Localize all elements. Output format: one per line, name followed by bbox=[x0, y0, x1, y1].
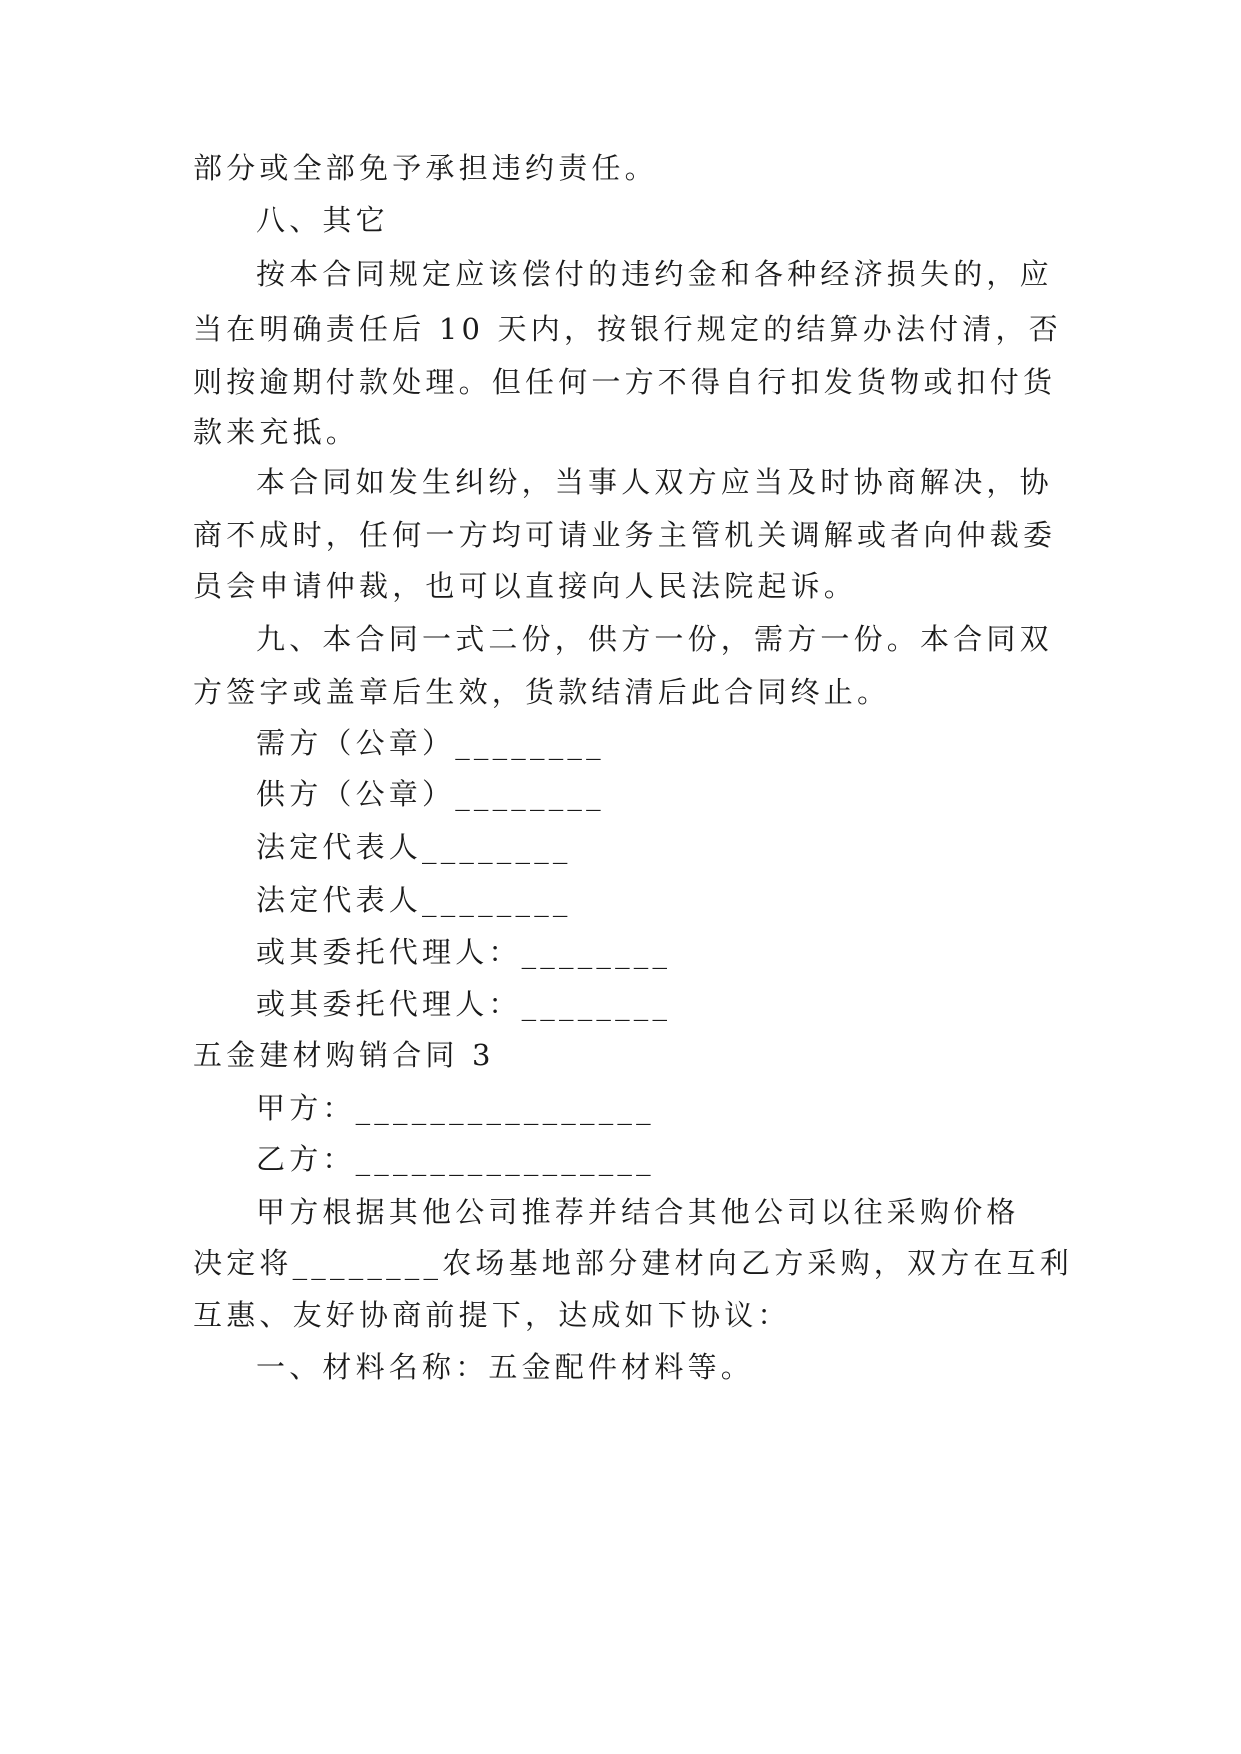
section-heading-other: 八、其它 bbox=[256, 203, 389, 237]
paragraph-line: 决定将________农场基地部分建材向乙方采购，双方在互利 bbox=[193, 1246, 1074, 1280]
party-b-line: 乙方：________________ bbox=[256, 1142, 655, 1176]
paragraph-line: 本合同如发生纠纷，当事人双方应当及时协商解决，协 bbox=[256, 465, 1053, 499]
paragraph-line: 部分或全部免予承担违约责任。 bbox=[193, 151, 658, 185]
paragraph-line: 方签字或盖章后生效，货款结清后此合同终止。 bbox=[193, 675, 891, 709]
signature-line-legal-rep: 法定代表人________ bbox=[256, 883, 572, 917]
clause-material-name: 一、材料名称：五金配件材料等。 bbox=[256, 1350, 755, 1384]
party-a-line: 甲方：________________ bbox=[256, 1091, 655, 1125]
signature-line-legal-rep: 法定代表人________ bbox=[256, 830, 572, 864]
paragraph-line: 商不成时，任何一方均可请业务主管机关调解或者向仲裁委 bbox=[193, 518, 1057, 552]
paragraph-line: 则按逾期付款处理。但任何一方不得自行扣发货物或扣付货 bbox=[193, 365, 1057, 399]
signature-line-supplier-seal: 供方（公章）________ bbox=[256, 777, 605, 811]
signature-line-agent: 或其委托代理人：________ bbox=[256, 935, 672, 969]
paragraph-line: 按本合同规定应该偿付的违约金和各种经济损失的，应 bbox=[256, 257, 1053, 291]
paragraph-line: 员会申请仲裁，也可以直接向人民法院起诉。 bbox=[193, 569, 858, 603]
paragraph-line: 当在明确责任后 10 天内，按银行规定的结算办法付清，否 bbox=[193, 312, 1062, 346]
signature-line-agent: 或其委托代理人：________ bbox=[256, 987, 672, 1021]
signature-line-buyer-seal: 需方（公章）________ bbox=[256, 726, 605, 760]
paragraph-line: 九、本合同一式二份，供方一份，需方一份。本合同双 bbox=[256, 622, 1053, 656]
paragraph-line: 甲方根据其他公司推荐并结合其他公司以往采购价格 bbox=[256, 1195, 1020, 1229]
paragraph-line: 互惠、友好协商前提下，达成如下协议： bbox=[193, 1298, 791, 1332]
paragraph-line: 款来充抵。 bbox=[193, 415, 360, 449]
contract-title: 五金建材购销合同 3 bbox=[193, 1038, 495, 1072]
